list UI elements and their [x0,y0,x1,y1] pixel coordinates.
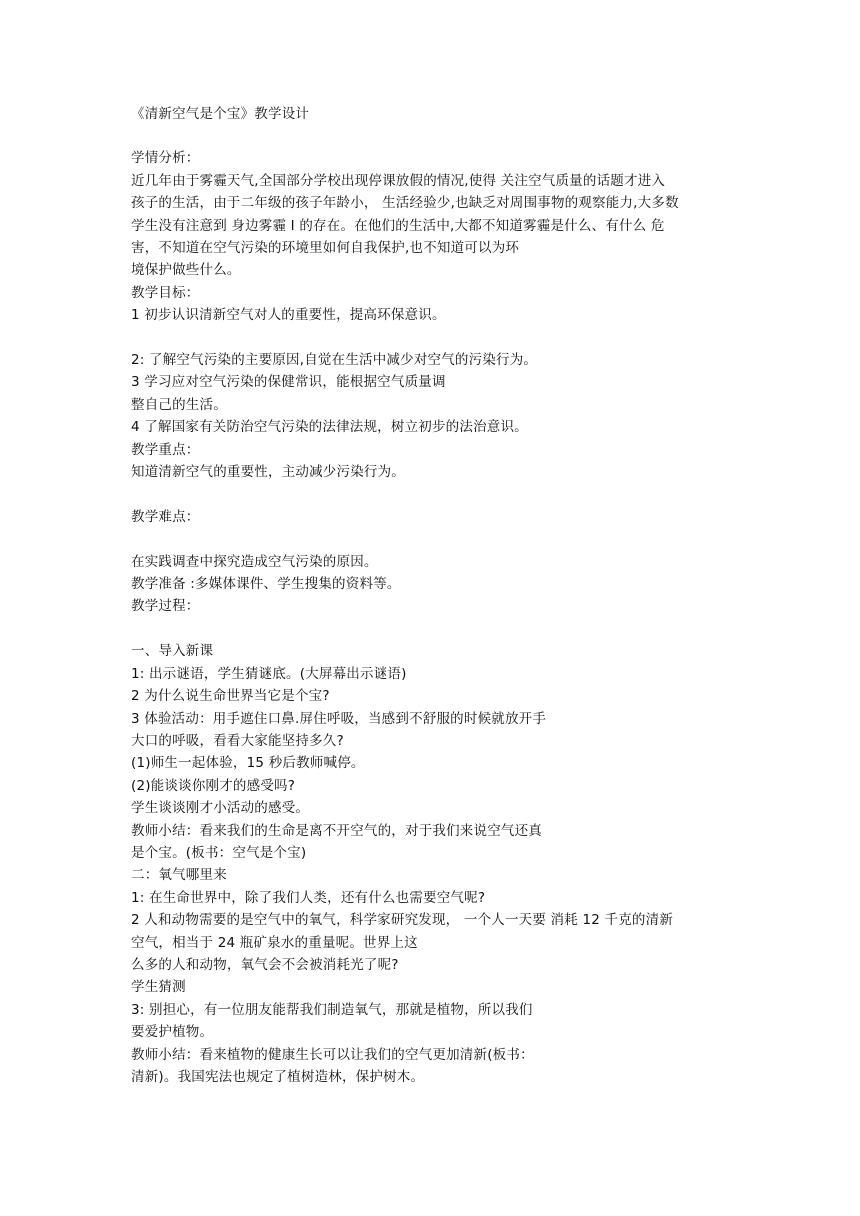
text-line: 清新)。我国宪法也规定了植树造林，保护树木。 [131,1069,425,1085]
text-line: 教学目标： [131,284,200,301]
text-line: 2: 了解空气污染的主要原因,自觉在生活中减少对空气的污染行为。 [131,352,538,369]
text-line: 1: 出示谜语，学生猜谜底。(大屏幕出示谜语) [131,665,407,682]
text-line: 2 为什么说生命世界当它是个宝? [131,688,330,705]
text-line: 1 初步认识清新空气对人的重要性，提高环保意识。 [131,307,446,324]
text-line: 孩子的生活，由于二年级的孩子年龄小， 生活经验少,也缺乏对周围事物的观察能力,大多数 [131,195,679,212]
text-line: 教学过程： [131,598,200,615]
text-line: 教师小结：看来我们的生命是离不开空气的，对于我们来说空气还真 [131,822,542,839]
text-line: 3: 别担心，有一位朋友能帮我们制造氧气，那就是植物，所以我们 [131,1001,533,1018]
blank-line [131,483,741,505]
document-body [131,103,741,1088]
text-line: 4 了解国家有关防治空气污染的法律法规，树立初步的法治意识。 [131,419,528,436]
blank-line [131,528,741,550]
document-lines [131,147,741,1088]
text-line: 2 人和动物需要的是空气中的氧气，科学家研究发现， 一个人一天要 消耗 12 千克的清新 [131,912,674,929]
text-line: 学生没有注意到 身边雾霾 I 的存在。在他们的生活中,大都不知道雾霾是什么、有什么 危 [131,217,665,234]
text-line: 教学准备 :多媒体课件、学生搜集的资料等。 [131,576,401,593]
text-line: 3 体验活动：用手遮住口鼻.屏住呼吸，当感到不舒服的时候就放开手 [131,710,547,727]
text-line: (1)师生一起体验，15 秒后教师喊停。 [131,755,365,772]
text-line: 空气，相当于 24 瓶矿泉水的重量呢。世界上这 [131,934,418,951]
blank-line [131,618,741,640]
text-line: 近几年由于雾霾天气,全国部分学校出现停课放假的情况,使得 关注空气质量的话题才进入 [131,172,666,189]
text-line: 二：氧气哪里来 [131,867,227,884]
text-line: (2)能谈谈你刚才的感受吗? [131,777,296,794]
text-line: 学情分析： [131,150,200,167]
text-line: 一、导入新课 [131,643,214,660]
text-line: 教师小结：看来植物的健康生长可以让我们的空气更加清新(板书： [131,1046,534,1063]
document-title: 《清新空气是个宝》教学设计 [131,106,310,122]
text-line: 整自己的生活。 [131,396,227,413]
text-line: 要爱护植物。 [131,1024,214,1041]
text-line: 境保护做些什么。 [131,262,241,279]
text-line: 教学难点： [131,508,200,525]
text-line: 么多的人和动物，氧气会不会被消耗光了呢? [131,956,399,973]
blank-line [131,327,741,349]
text-line: 大口的呼吸，看看大家能坚持多久? [131,732,344,749]
text-line: 知道清新空气的重要性，主动减少污染行为。 [131,464,405,481]
text-line: 害，不知道在空气污染的环境里如何自我保护,也不知道可以为环 [131,240,520,257]
text-line: 是个宝。(板书：空气是个宝) [131,844,307,861]
text-line: 在实践调查中探究造成空气污染的原因。 [131,553,378,570]
text-line: 学生谈谈刚才小活动的感受。 [131,800,310,817]
text-line: 1: 在生命世界中，除了我们人类，还有什么也需要空气呢? [131,889,486,906]
text-line: 学生猜测 [131,979,186,996]
text-line: 教学重点： [131,441,200,458]
text-line: 3 学习应对空气污染的保健常识，能根据空气质量调 [131,374,446,391]
